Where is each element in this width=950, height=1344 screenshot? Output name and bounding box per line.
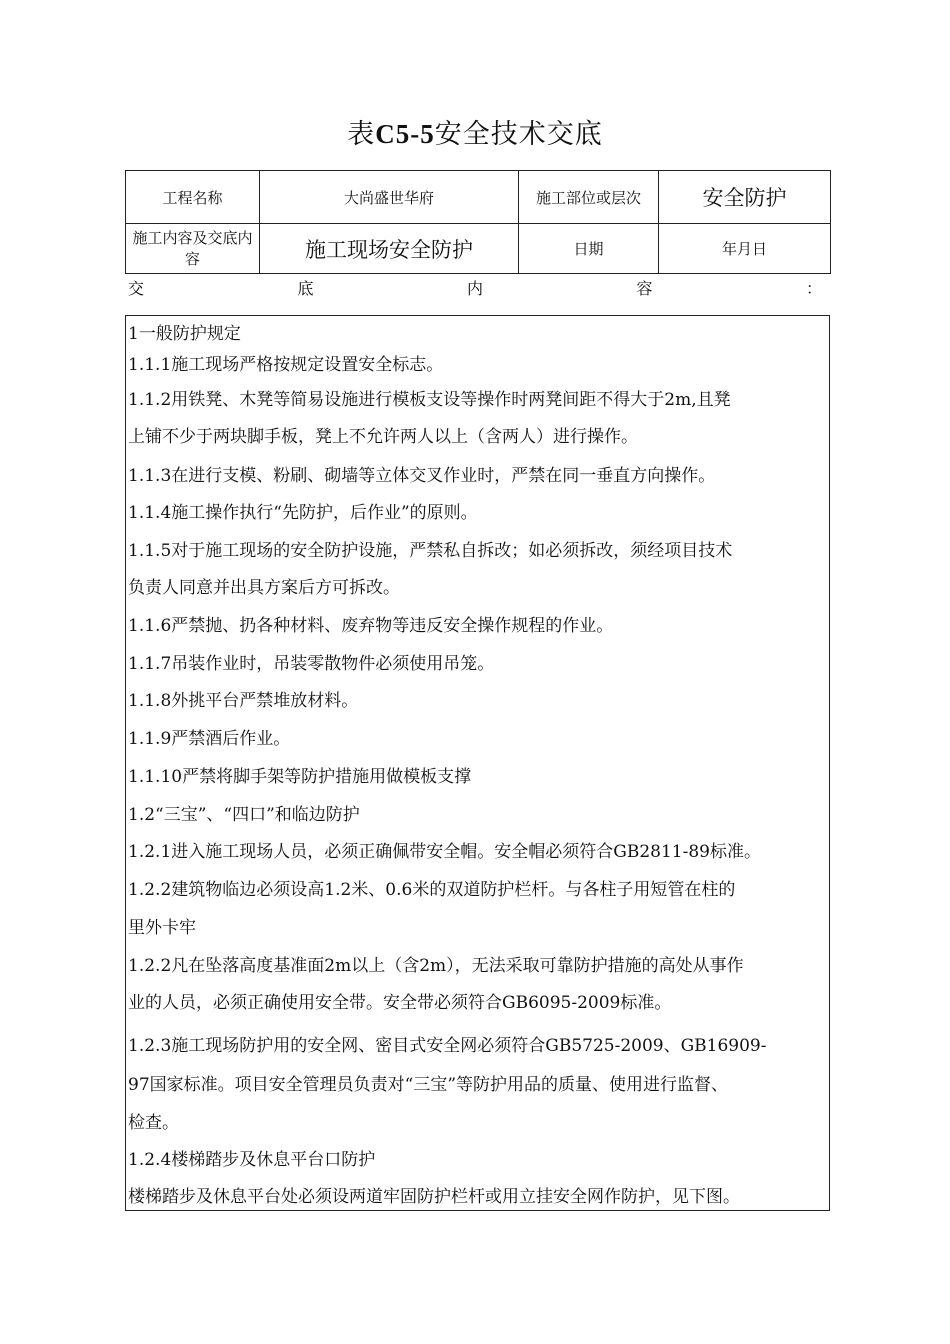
header-table (125, 170, 831, 274)
date-label: 日期 (519, 224, 659, 274)
content-line: 1.1.3在进行支模、粉刷、砌墙等立体交叉作业时，严禁在同一垂直方向操作。 (128, 466, 716, 486)
content-value: 施工现场安全防护 (260, 224, 519, 274)
content-line: 1.1.5对于施工现场的安全防护设施，严禁私自拆改；如必须拆改，须经项目技术 (128, 541, 733, 561)
heading-char: ： (805, 279, 822, 298)
content-line: 1.1.2用铁凳、木凳等简易设施进行模板支设等操作时两凳间距不得大于2m,且凳 (128, 390, 731, 410)
disclosure-heading (128, 276, 822, 299)
content-line: 1.2.4楼梯踏步及休息平台口防护 (128, 1150, 376, 1170)
date-value: 年月日 (659, 224, 831, 274)
content-line: 检查。 (128, 1113, 179, 1133)
content-line: 1.1.7吊装作业时，吊装零散物件必须使用吊笼。 (128, 654, 495, 674)
content-line: 业的人员，必须正确使用安全带。安全带必须符合GB6095-2009标准。 (128, 993, 672, 1013)
content-line: 楼梯踏步及休息平台处必须设两道牢固防护栏杆或用立挂安全网作防护，见下图。 (128, 1187, 740, 1207)
content-line: 1.2.2凡在坠落高度基准面2m以上（含2m），无法采取可靠防护措施的高处从事作 (128, 956, 744, 976)
content-line: 97国家标准。项目安全管理员负责对“三宝”等防护用品的质量、使用进行监督、 (128, 1075, 729, 1095)
disclosure-content-box (125, 315, 830, 1211)
content-line: 里外卡牢 (128, 918, 196, 938)
content-line: 1.2.2建筑物临边必须设高1.2米、0.6米的双道防护栏杆。与各柱子用短管在柱的 (128, 880, 736, 900)
content-line: 1.1.4施工操作执行“先防护，后作业”的原则。 (128, 503, 478, 523)
content-line: 1.2.1进入施工现场人员，必须正确佩带安全帽。安全帽必须符合GB2811-89标准。 (128, 842, 761, 862)
content-line: 1.2“三宝”、“四口”和临边防护 (128, 805, 360, 825)
title-code: C5-5 (375, 119, 435, 149)
section-value: 安全防护 (659, 171, 831, 224)
project-name-value: 大尚盛世华府 (260, 171, 519, 224)
heading-char: 交 (128, 279, 145, 298)
content-line: 1.1.6严禁抛、扔各种材料、废弃物等违反安全操作规程的作业。 (128, 616, 614, 636)
section-label: 施工部位或层次 (519, 171, 659, 224)
content-line: 上铺不少于两块脚手板，凳上不允许两人以上（含两人）进行操作。 (128, 427, 638, 447)
heading-char: 容 (636, 279, 653, 298)
document-title (0, 112, 950, 151)
content-line: 1.1.10严禁将脚手架等防护措施用做模板支撑 (128, 767, 472, 787)
content-line: 1.2.3施工现场防护用的安全网、密目式安全网必须符合GB5725-2009、GB16909- (128, 1036, 767, 1056)
content-label: 施工内容及交底内容 (126, 224, 260, 274)
title-prefix: 表 (347, 119, 376, 150)
project-name-label: 工程名称 (126, 171, 260, 224)
title-suffix: 安全技术交底 (434, 119, 603, 150)
heading-char: 内 (466, 279, 483, 298)
content-line: 1.1.8外挑平台严禁堆放材料。 (128, 691, 359, 711)
content-line: 1.1.1施工现场严格按规定设置安全标志。 (128, 355, 444, 375)
heading-char: 底 (297, 279, 314, 298)
content-line: 1一般防护规定 (128, 324, 241, 344)
content-line: 1.1.9严禁酒后作业。 (128, 729, 291, 749)
content-line: 负责人同意并出具方案后方可拆改。 (128, 578, 400, 598)
